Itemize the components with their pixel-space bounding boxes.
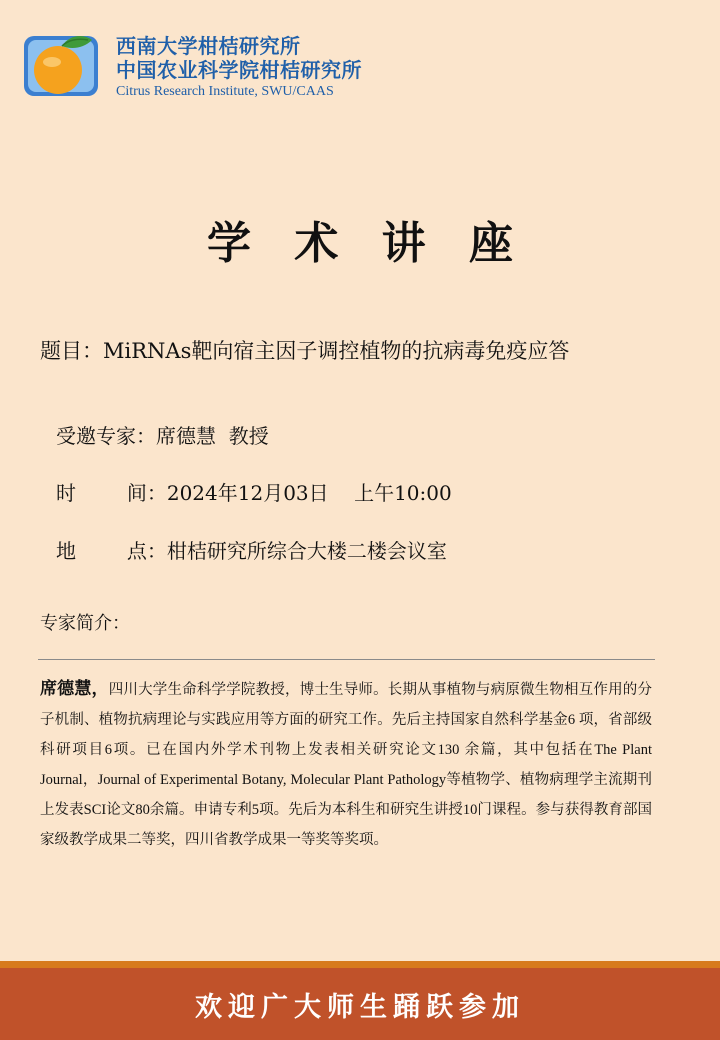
speaker-bio xyxy=(40,674,652,855)
time-label: 时 间： xyxy=(56,481,167,505)
org-name-en: Citrus Research Institute, SWU/CAAS xyxy=(116,84,334,99)
page-title: 学 术 讲 座 xyxy=(207,218,527,269)
organization-name xyxy=(116,34,362,101)
speaker-label: 受邀专家： xyxy=(56,424,156,448)
org-name-cn-2: 中国农业科学院柑桔研究所 xyxy=(116,58,362,82)
place-label: 地 点： xyxy=(56,539,167,563)
footer-accent-stripe xyxy=(0,961,720,968)
speaker-row xyxy=(56,421,269,451)
place-row xyxy=(56,536,447,566)
footer-welcome-text: 欢迎广大师生踊跃参加 xyxy=(195,991,525,1023)
time-value: 2024年12月03日 上午10:00 xyxy=(166,481,452,505)
time-row xyxy=(56,478,452,508)
speaker-value: 席德慧 教授 xyxy=(156,424,269,448)
intro-label: 专家简介： xyxy=(40,613,130,634)
place-value: 柑桔研究所综合大楼二楼会议室 xyxy=(166,539,447,563)
divider xyxy=(38,659,655,660)
org-name-cn-1: 西南大学柑桔研究所 xyxy=(116,34,301,58)
footer-band xyxy=(0,968,720,1040)
header xyxy=(22,28,442,108)
lecture-topic: 题目：MiRNAs靶向宿主因子调控植物的抗病毒免疫应答 xyxy=(40,339,570,363)
bio-text: 四川大学生命科学学院教授，博士生导师。长期从事植物与病原微生物相互作用的分子机制、植物抗病理论与实践应用等方面的研究工作。先后主持国家自然科学基金6 项，省部级科研项目6项。已在国内外学术刊物上发表相关研究论文130 余篇，其中包括在The Plant Journal，Journal of Experimental Botany, Molecular Plant Pathology等植物学、植物病理学主流期刊上发表SCI论文80余篇。申请专利5项。先后为本科生和研究生讲授10门课程。参与获得教育部国家级教学成果二等奖，四川省教学成果一等奖等奖项。 xyxy=(40,682,652,848)
orange-fruit-logo-icon xyxy=(22,28,106,100)
bio-name: 席德慧， xyxy=(40,679,109,698)
